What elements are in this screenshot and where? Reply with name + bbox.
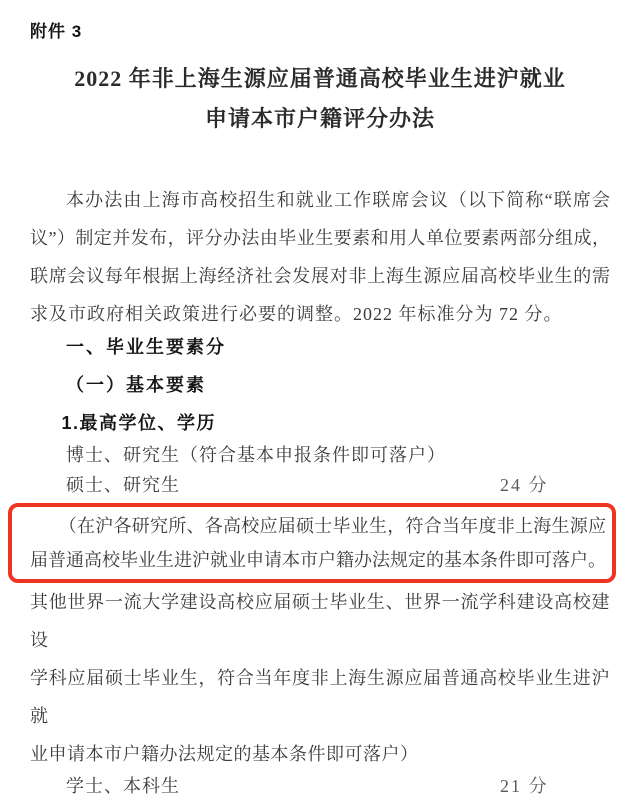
paragraph-line: 业申请本市户籍办法规定的基本条件即可落户） [30,744,419,764]
paragraph-line: 联席会议每年根据上海经济社会发展对非上海生源应届高校毕业生的需 [30,266,610,286]
item-heading-degree: 1.最高学位、学历 [61,413,217,433]
entry-bachelor-label: 学士、本科生 [66,776,180,796]
document-title-line-1: 2022 年非上海生源应届普通高校毕业生进沪就业 [74,66,566,91]
entry-doctor [30,439,610,471]
document-title [30,59,610,139]
entry-doctor-label: 博士、研究生（符合基本申报条件即可落户） [66,445,446,465]
entry-bachelor-score: 21 分 [500,776,549,796]
subsection-heading-basic-factors: （一）基本要素 [66,375,206,395]
entry-master [30,469,610,501]
entry-master-label: 硕士、研究生 [66,475,180,495]
paragraph-line: 本办法由上海市高校招生和就业工作联席会议（以下简称“联席会 [66,190,610,210]
intro-paragraph [30,181,610,333]
note-paragraph [30,583,610,773]
highlight-box [8,503,616,583]
entry-master-score: 24 分 [500,475,549,495]
paragraph-line: 求及市政府相关政策进行必要的调整。2022 年标准分为 72 分。 [30,304,563,324]
attachment-label: 附件 3 [30,22,83,41]
document-title-line-2: 申请本市户籍评分办法 [204,106,435,131]
paragraph-line: 学科应届硕士毕业生，符合当年度非上海生源应届普通高校毕业生进沪就 [30,668,610,726]
highlight-line: 届普通高校毕业生进沪就业申请本市户籍办法规定的基本条件即可落户。 [30,550,606,570]
paragraph-line: 议”）制定并发布，评分办法由毕业生要素和用人单位要素两部分组成， [30,228,610,248]
entry-bachelor [30,770,610,802]
paragraph-line: 其他世界一流大学建设高校应届硕士毕业生、世界一流学科建设高校建设 [30,592,610,650]
section-heading-graduate-factors: 一、毕业生要素分 [66,337,226,357]
highlight-line: （在沪各研究所、各高校应届硕士毕业生，符合当年度非上海生源应 [58,516,606,536]
